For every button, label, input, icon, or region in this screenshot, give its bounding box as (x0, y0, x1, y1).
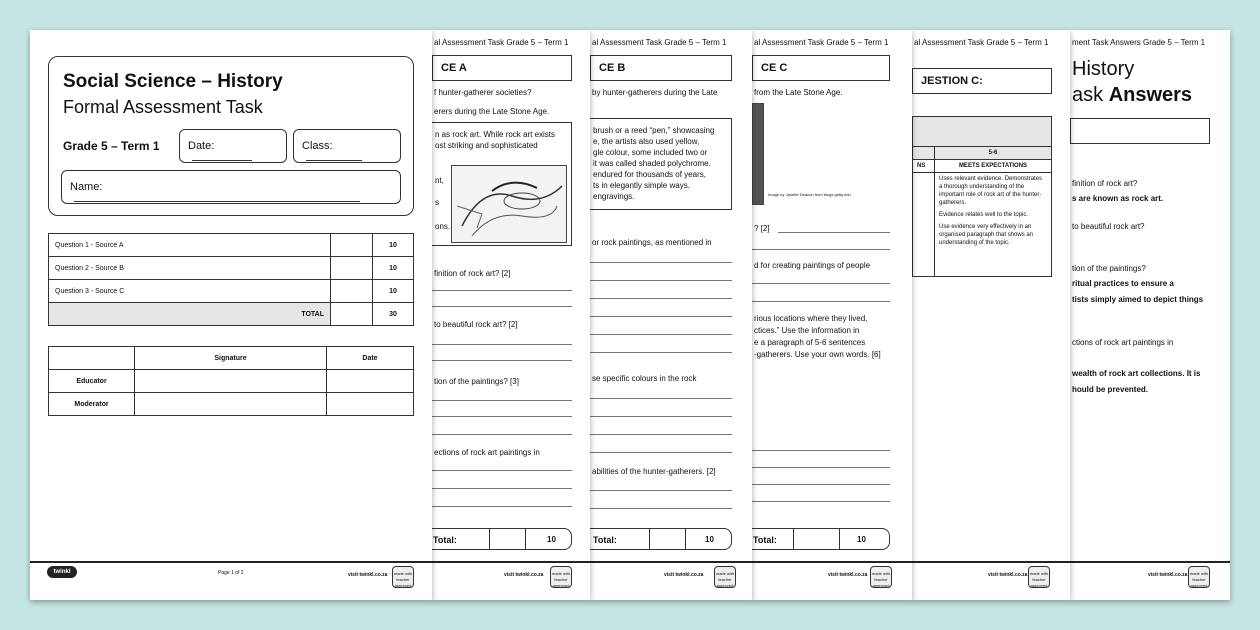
question-label: Question 3 - Source C (49, 280, 331, 303)
rock-art-image (451, 165, 567, 243)
text-line: ? [2] (754, 224, 770, 233)
text-line: se specific colours in the rock (592, 374, 697, 383)
text-line: ctices.” Use the information in (754, 326, 860, 335)
answer-line (590, 298, 732, 299)
text-line: -gatherers. Use your own words. [6] (754, 350, 881, 359)
text-line: tion of the paintings? [3] (434, 377, 519, 386)
text-line: s (435, 198, 439, 207)
text-line: ts in elegantly simple ways. (593, 181, 690, 190)
answer-line: ctions of rock art paintings in (1072, 338, 1174, 347)
rubric-criteria (935, 173, 1052, 277)
date-cell[interactable] (327, 393, 414, 416)
rubric-item: Uses relevant evidence. Demonstrates a thorough understanding of the important role of rock art of the hunter-gatherers. (939, 176, 1043, 206)
front-cover-page (30, 30, 432, 600)
total-value: 10 (857, 535, 866, 544)
answer-line: to beautiful rock art? (1072, 222, 1145, 231)
signature-header: Signature (135, 347, 327, 370)
answer-line (590, 508, 732, 509)
text-line: gle colour, some included two or (593, 148, 708, 157)
answer-line (590, 280, 732, 281)
answer-line (432, 400, 572, 401)
total-box (752, 528, 890, 550)
signature-table (48, 346, 414, 416)
page-header: al Assessment Task Grade 5 – Term 1 (914, 38, 1049, 47)
grade-term: Grade 5 – Term 1 (63, 139, 160, 153)
table-row (49, 370, 414, 393)
text-line: from the Late Stone Age. (754, 88, 843, 97)
text-line: rious locations where they lived, (754, 314, 868, 323)
rubric-head-left: NS (913, 160, 935, 173)
answer-line: hould be prevented. (1072, 385, 1149, 394)
text-line: by hunter-gatherers during the Late (592, 88, 718, 97)
total-label: Total: (753, 535, 777, 545)
class-field[interactable] (293, 129, 401, 163)
answer-line (432, 434, 572, 435)
table-row (49, 347, 414, 370)
total-row (49, 303, 414, 326)
score-cell[interactable] (331, 257, 373, 280)
approval-badge-icon: made with teacher approved (392, 566, 414, 588)
source-b-page (590, 30, 752, 600)
question-label: Question 1 - Source A (49, 234, 331, 257)
page-header: al Assessment Task Grade 5 – Term 1 (592, 38, 727, 47)
text-line: ons. (435, 222, 451, 231)
footer-url: visit twinkl.co.za (1148, 572, 1188, 578)
approval-badge-icon: made with teacher approved (1028, 566, 1050, 588)
rubric-head-right: MEETS EXPECTATIONS (935, 160, 1052, 173)
answer-line (590, 334, 732, 335)
footer-url: visit twinkl.co.za (664, 572, 704, 578)
text-line: to beautiful rock art? [2] (434, 320, 518, 329)
total-divider (685, 529, 686, 549)
twinkl-logo: twinkl (47, 566, 77, 578)
text-line: it was called shaded polychrome. (593, 159, 711, 168)
score-cell[interactable] (331, 234, 373, 257)
table-row (49, 280, 414, 303)
answer-line (432, 360, 572, 361)
answer-line (432, 470, 572, 471)
table-row (49, 234, 414, 257)
total-divider (793, 529, 794, 549)
source-label: CE B (590, 55, 732, 81)
name-field[interactable] (61, 170, 401, 204)
page-header: ment Task Answers Grade 5 – Term 1 (1072, 38, 1206, 47)
footer-rule (30, 561, 432, 563)
date-header: Date (327, 347, 414, 370)
name-blank (74, 201, 360, 202)
answer-line: wealth of rock art collections. It is (1072, 369, 1201, 378)
footer-url: visit twinkl.co.za (828, 572, 868, 578)
signature-cell[interactable] (135, 393, 327, 416)
answers-title-line1: History (1072, 58, 1135, 80)
answer-line (432, 290, 572, 291)
text-line: or rock paintings, as mentioned in (592, 238, 712, 247)
text-line: engravings. (593, 192, 635, 201)
answer-line (590, 416, 732, 417)
max-marks: 10 (373, 280, 414, 303)
answer-line (432, 506, 572, 507)
answers-title-line2 (1072, 84, 1192, 106)
answer-line (752, 249, 890, 250)
answer-line (778, 232, 890, 233)
answer-line (590, 398, 732, 399)
text-line: n as rock art. While rock art exists (435, 130, 556, 139)
answer-line (432, 416, 572, 417)
text-line: abilities of the hunter-gatherers. [2] (592, 467, 716, 476)
answer-line (752, 467, 890, 468)
total-label: Total: (433, 535, 457, 545)
doc-subtitle: Formal Assessment Task (63, 97, 263, 117)
approval-badge-icon: made with teacher approved (1188, 566, 1210, 588)
total-divider (489, 529, 490, 549)
footer-url: visit twinkl.co.za (988, 572, 1028, 578)
answer-line: tion of the paintings? (1072, 264, 1146, 273)
max-marks: 10 (373, 234, 414, 257)
total-divider (525, 529, 526, 549)
page-header: al Assessment Task Grade 5 – Term 1 (434, 38, 569, 47)
footer-url: visit twinkl.co.za (348, 572, 388, 578)
empty-header (49, 347, 135, 370)
rubric-range: 5-6 (935, 147, 1052, 160)
answer-line (752, 484, 890, 485)
text-line: nt, (435, 176, 444, 185)
answers-page (1070, 30, 1230, 600)
footer-rule (752, 561, 912, 563)
source-label: CE C (752, 55, 890, 81)
question-label: Question 2 - Source B (49, 257, 331, 280)
source-c-page (752, 30, 912, 600)
text-line: ections of rock art paintings in (434, 448, 540, 457)
answer-line: ritual practices to ensure a (1072, 279, 1174, 288)
answer-line (590, 352, 732, 353)
text-line: e a paragraph of 5-6 sentences (754, 338, 866, 347)
score-cell[interactable] (331, 280, 373, 303)
page-number: Page 1 of 2 (218, 570, 244, 576)
answer-line: s are known as rock art. (1072, 194, 1164, 203)
page-header: al Assessment Task Grade 5 – Term 1 (754, 38, 889, 47)
class-label: Class: (302, 140, 333, 152)
row-label: Educator (49, 370, 135, 393)
date-label: Date: (188, 140, 215, 152)
doc-title: Social Science – History (63, 71, 283, 92)
question-label: JESTION C: (912, 68, 1052, 94)
total-label: Total: (593, 535, 617, 545)
text-line: erers during the Late Stone Age. (434, 107, 550, 116)
answer-line (752, 450, 890, 451)
answers-title-ask: ask (1072, 84, 1109, 106)
rubric-banner (913, 117, 1052, 147)
text-line: endured for thousands of years, (593, 170, 706, 179)
date-cell[interactable] (327, 370, 414, 393)
answer-line: finition of rock art? (1072, 179, 1138, 188)
answer-line (590, 434, 732, 435)
approval-badge-icon: made with teacher approved (714, 566, 736, 588)
max-marks: 10 (373, 257, 414, 280)
text-line: finition of rock art? [2] (434, 269, 511, 278)
table-row (49, 257, 414, 280)
total-marks: 30 (373, 303, 414, 326)
answer-line (432, 306, 572, 307)
date-field[interactable] (179, 129, 287, 163)
approval-badge-icon: made with teacher approved (550, 566, 572, 588)
total-score-cell[interactable] (331, 303, 373, 326)
answers-title-bold: Answers (1108, 84, 1193, 106)
footer-rule (912, 561, 1070, 563)
total-box (590, 528, 732, 550)
answer-line (752, 501, 890, 502)
rubric-item: Evidence relates well to the topic. (939, 212, 1029, 218)
source-box (432, 122, 572, 246)
answer-line (590, 452, 732, 453)
text-line: f hunter-gatherer societies? (434, 88, 532, 97)
image-credit: Image by Janette Deacon from blogs.getty.edu (768, 192, 851, 197)
answer-line: tists simply aimed to depict things (1072, 295, 1204, 304)
answer-line (432, 488, 572, 489)
text-line: d for creating paintings of people (754, 261, 871, 270)
text-line: ost striking and sophisticated (435, 141, 538, 150)
answer-line (590, 262, 732, 263)
source-label: CE A (432, 55, 572, 81)
answers-name-box (1070, 118, 1210, 144)
rubric-item: Use evidence very effectively in an organised paragraph that shows an understanding of the topic. (939, 224, 1034, 246)
text-line: brush or a reed “pen,” showcasing (593, 126, 715, 135)
footer-rule (590, 561, 752, 563)
source-a-page (432, 30, 590, 600)
table-row (49, 393, 414, 416)
row-label: Moderator (49, 393, 135, 416)
footer-rule (1070, 561, 1230, 563)
answer-line (432, 344, 572, 345)
source-text-box (590, 118, 732, 210)
rubric-table (912, 116, 1052, 277)
answer-line (752, 301, 890, 302)
text-line: e, the artists also used yellow, (593, 137, 700, 146)
rubric-left-col (913, 173, 935, 277)
title-box (48, 56, 414, 216)
rock-art-image (752, 103, 764, 205)
total-value: 10 (705, 535, 714, 544)
rubric-empty-cell (913, 147, 935, 160)
answer-line (590, 490, 732, 491)
date-blank (192, 160, 252, 161)
total-value: 10 (547, 535, 556, 544)
total-divider (839, 529, 840, 549)
footer-url: visit twinkl.co.za (504, 572, 544, 578)
name-label: Name: (70, 181, 103, 193)
answer-line (590, 316, 732, 317)
approval-badge-icon: made with teacher approved (870, 566, 892, 588)
footer-rule (432, 561, 590, 563)
answer-line (752, 283, 890, 284)
marks-table (48, 233, 414, 326)
signature-cell[interactable] (135, 370, 327, 393)
total-box (432, 528, 572, 550)
rock-art-sketch (452, 166, 567, 243)
class-blank (306, 160, 362, 161)
total-divider (649, 529, 650, 549)
total-label: TOTAL (49, 303, 331, 326)
rubric-page (912, 30, 1070, 600)
